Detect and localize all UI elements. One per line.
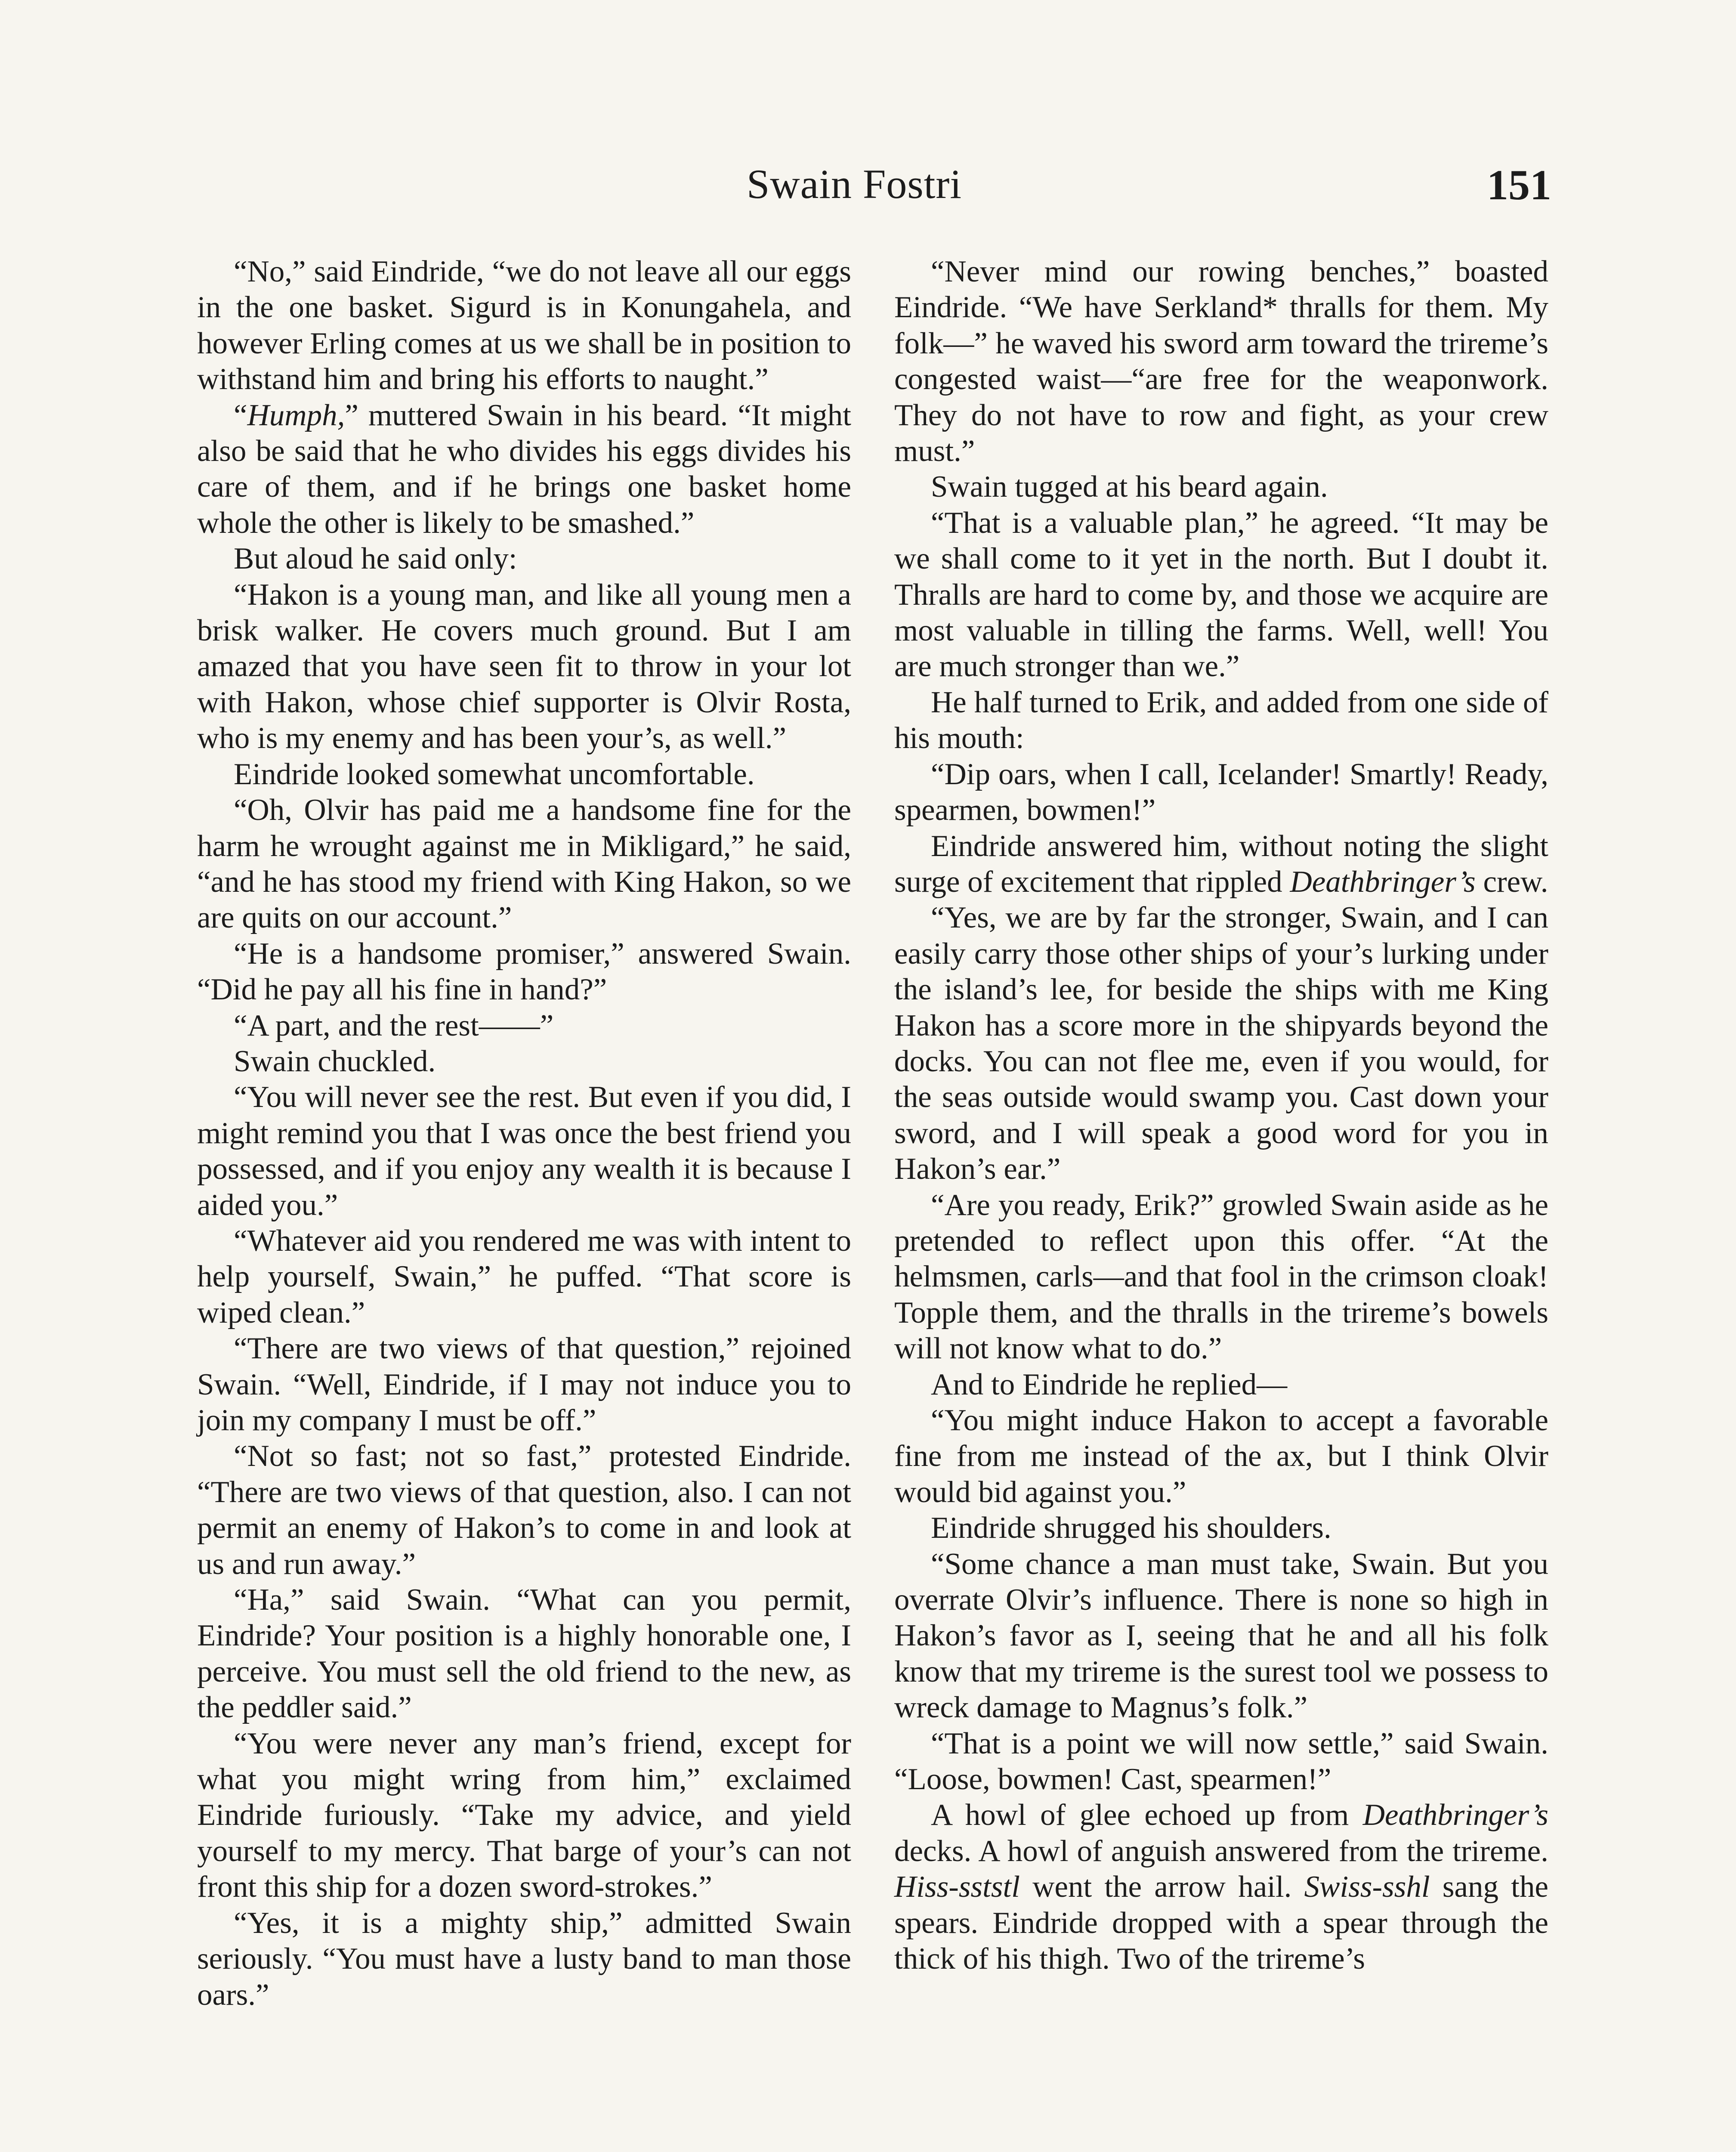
paragraph: Eindride looked somewhat uncomfortable. xyxy=(234,757,755,791)
paragraph: “That is a point we will now settle,” said Swain. “Loose, bowmen! Cast, spearmen!” xyxy=(894,1726,1548,1796)
paragraph: “Some chance a man must take, Swain. But you overrate Olvir’s influence. There is none so high in Hakon’s favor as I, seeing that he and all his folk know that my trireme is the surest tool we possess to wreck damage to Magnus’s folk.” xyxy=(894,1547,1548,1725)
text-column-left xyxy=(197,254,851,2013)
paragraph: “A part, and the rest——” xyxy=(234,1008,554,1042)
paragraph: “You were never any man’s friend, except for what you might wring from him,” exclaimed Eindride furiously. “Take my advice, and yield yourself to my mercy. That barge of your’s can not front this ship for a dozen sword-strokes.” xyxy=(197,1726,851,1904)
paragraph: But aloud he said only: xyxy=(234,542,517,576)
paragraph: “You might induce Hakon to accept a favorable fine from me instead of the ax, but I think Olvir would bid against you.” xyxy=(894,1404,1548,1509)
paragraph: “He is a handsome promiser,” answered Swain. “Did he pay all his fine in hand?” xyxy=(197,937,851,1007)
paragraph: Eindride answered him, without noting the slight surge of excitement that rippled Deathbringer’s crew. xyxy=(894,829,1548,899)
page-number: 151 xyxy=(1487,161,1551,209)
paragraph: “Hakon is a young man, and like all young men a brisk walker. He covers much ground. But I am amazed that you have seen fit to throw in your lot with Hakon, whose chief supporter is Olvir Rosta, who is my enemy and has been your’s, as well.” xyxy=(197,578,851,755)
paragraph: “Humph,” muttered Swain in his beard. “It might also be said that he who divides his eggs divides his care of them, and if he brings one basket home whole the other is likely to be smashed.” xyxy=(197,398,851,540)
paragraph: “Are you ready, Erik?” growled Swain aside as he pretended to reflect upon this offer. “At the helmsmen, carls—and that fool in the crimson cloak! Topple them, and the thralls in the trireme’s bowels will not know what to do.” xyxy=(894,1188,1548,1366)
italic-word: Humph, xyxy=(247,398,345,432)
paragraph: “There are two views of that question,” rejoined Swain. “Well, Eindride, if I may not induce you to join my company I must be off.” xyxy=(197,1332,851,1437)
paragraph: “Oh, Olvir has paid me a handsome fine for the harm he wrought against me in Mikligard,” he said, “and he has stood my friend with King Hakon, so we are quits on our account.” xyxy=(197,793,851,935)
ship-name: Deathbringer’s xyxy=(1290,865,1476,899)
paragraph: A howl of glee echoed up from Deathbringer’s decks. A howl of anguish answered from the trireme. Hiss-sststl went the arrow hail. Swiss-sshl sang the spears. Eindride dropped with a spear through the thick of his thigh. Two of the trireme’s xyxy=(894,1798,1548,1976)
running-header-title: Swain Fostri xyxy=(747,161,962,207)
text-column-right xyxy=(894,254,1548,1977)
sound-effect: Swiss-sshl xyxy=(1304,1870,1430,1904)
paragraph: “You will never see the rest. But even if you did, I might remind you that I was once the best friend you possessed, and if you enjoy any wealth it is because I aided you.” xyxy=(197,1080,851,1222)
paragraph: “Yes, we are by far the stronger, Swain, and I can easily carry those other ships of your’s lurking under the island’s lee, for beside the ships with me King Hakon has a score more in the shipyards beyond the docks. You can not flee me, even if you would, for the seas outside would swamp you. Cast down your sword, and I will speak a good word for you in Hakon’s ear.” xyxy=(894,901,1548,1186)
paragraph: Eindride shrugged his shoulders. xyxy=(931,1511,1331,1545)
paragraph: “Ha,” said Swain. “What can you permit, Eindride? Your position is a highly honorable one, I perceive. You must sell the old friend to the new, as the peddler said.” xyxy=(197,1583,851,1725)
paragraph: “Yes, it is a mighty ship,” admitted Swain seriously. “You must have a lusty band to man those oars.” xyxy=(197,1906,851,2012)
paragraph: “Never mind our rowing benches,” boasted Eindride. “We have Serkland* thralls for them. My folk—” he waved his sword arm toward the trireme’s congested waist—“are free for the weaponwork. They do not have to row and fight, as your crew must.” xyxy=(894,255,1548,468)
paragraph: “Not so fast; not so fast,” protested Eindride. “There are two views of that question, also. I can not permit an enemy of Hakon’s to come in and look at us and run away.” xyxy=(197,1439,851,1581)
paragraph: Swain tugged at his beard again. xyxy=(931,470,1328,504)
paragraph: And to Eindride he replied— xyxy=(931,1367,1288,1401)
paragraph: “Dip oars, when I call, Icelander! Smartly! Ready, spearmen, bowmen!” xyxy=(894,757,1548,827)
paragraph: Swain chuckled. xyxy=(234,1044,436,1078)
paragraph: He half turned to Erik, and added from one side of his mouth: xyxy=(894,685,1548,755)
paragraph: “Whatever aid you rendered me was with intent to help yourself, Swain,” he puffed. “That score is wiped clean.” xyxy=(197,1224,851,1330)
paragraph: “No,” said Eindride, “we do not leave all our eggs in the one basket. Sigurd is in Konungahela, and however Erling comes at us we shall be in position to withstand him and bring his efforts to naught.” xyxy=(197,255,851,396)
paragraph: “That is a valuable plan,” he agreed. “It may be we shall come to it yet in the north. But I doubt it. Thralls are hard to come by, and those we acquire are most valuable in tilling the farms. Well, well! You are much stronger than we.” xyxy=(894,506,1548,683)
sound-effect: Hiss-sststl xyxy=(894,1870,1020,1904)
ship-name: Deathbringer’s xyxy=(1362,1798,1548,1832)
